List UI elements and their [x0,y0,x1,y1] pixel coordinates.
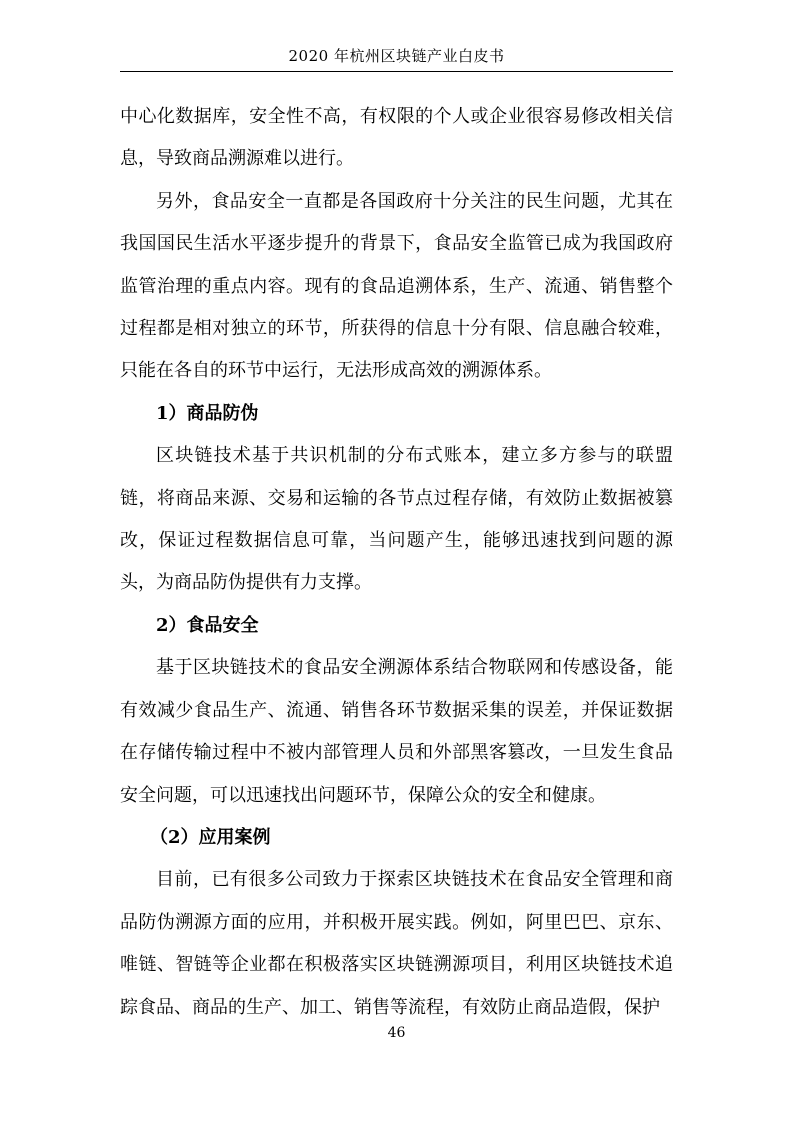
page-number: 46 [387,1025,406,1041]
body-paragraph: 中心化数据库，安全性不高，有权限的个人或企业很容易修改相关信息，导致商品溯源难以进行。 [120,106,673,170]
body-paragraph: 区块链技术基于共识机制的分布式账本，建立多方参与的联盟链，将商品来源、交易和运输的各节点过程存储，有效防止数据被篡改，保证过程数据信息可靠，当问题产生，能够迅速找到问题的源头，为商品防伪提供有力支撑。 [120,445,673,594]
section-heading: 1）商品防伪 [156,402,259,424]
section-heading: （2）应用案例 [150,826,271,848]
running-header: 2020 年杭州区块链产业白皮书 [288,47,505,65]
page-body [120,96,673,1029]
body-paragraph: 基于区块链技术的食品安全溯源体系结合物联网和传感设备，能有效减少食品生产、流通、销售各环节数据采集的误差，并保证数据在存储传输过程中不被内部管理人员和外部黑客篡改，一旦发生食品安全问题，可以迅速找出问题环节，保障公众的安全和健康。 [120,657,673,806]
body-paragraph: 目前，已有很多公司致力于探索区块链技术在食品安全管理和商品防伪溯源方面的应用，并积极开展实践。例如，阿里巴巴、京东、唯链、智链等企业都在积极落实区块链溯源项目，利用区块链技术追踪食品、商品的生产、加工、销售等流程，有效防止商品造假，保护 [120,869,673,1018]
body-paragraph: 另外，食品安全一直都是各国政府十分关注的民生问题，尤其在我国国民生活水平逐步提升的背景下，食品安全监管已成为我国政府监管治理的重点内容。现有的食品追溯体系，生产、流通、销售整个过程都是相对独立的环节，所获得的信息十分有限、信息融合较难，只能在各自的环节中运行，无法形成高效的溯源体系。 [120,190,673,382]
header-divider [120,71,673,72]
section-heading: 2）食品安全 [156,614,259,636]
